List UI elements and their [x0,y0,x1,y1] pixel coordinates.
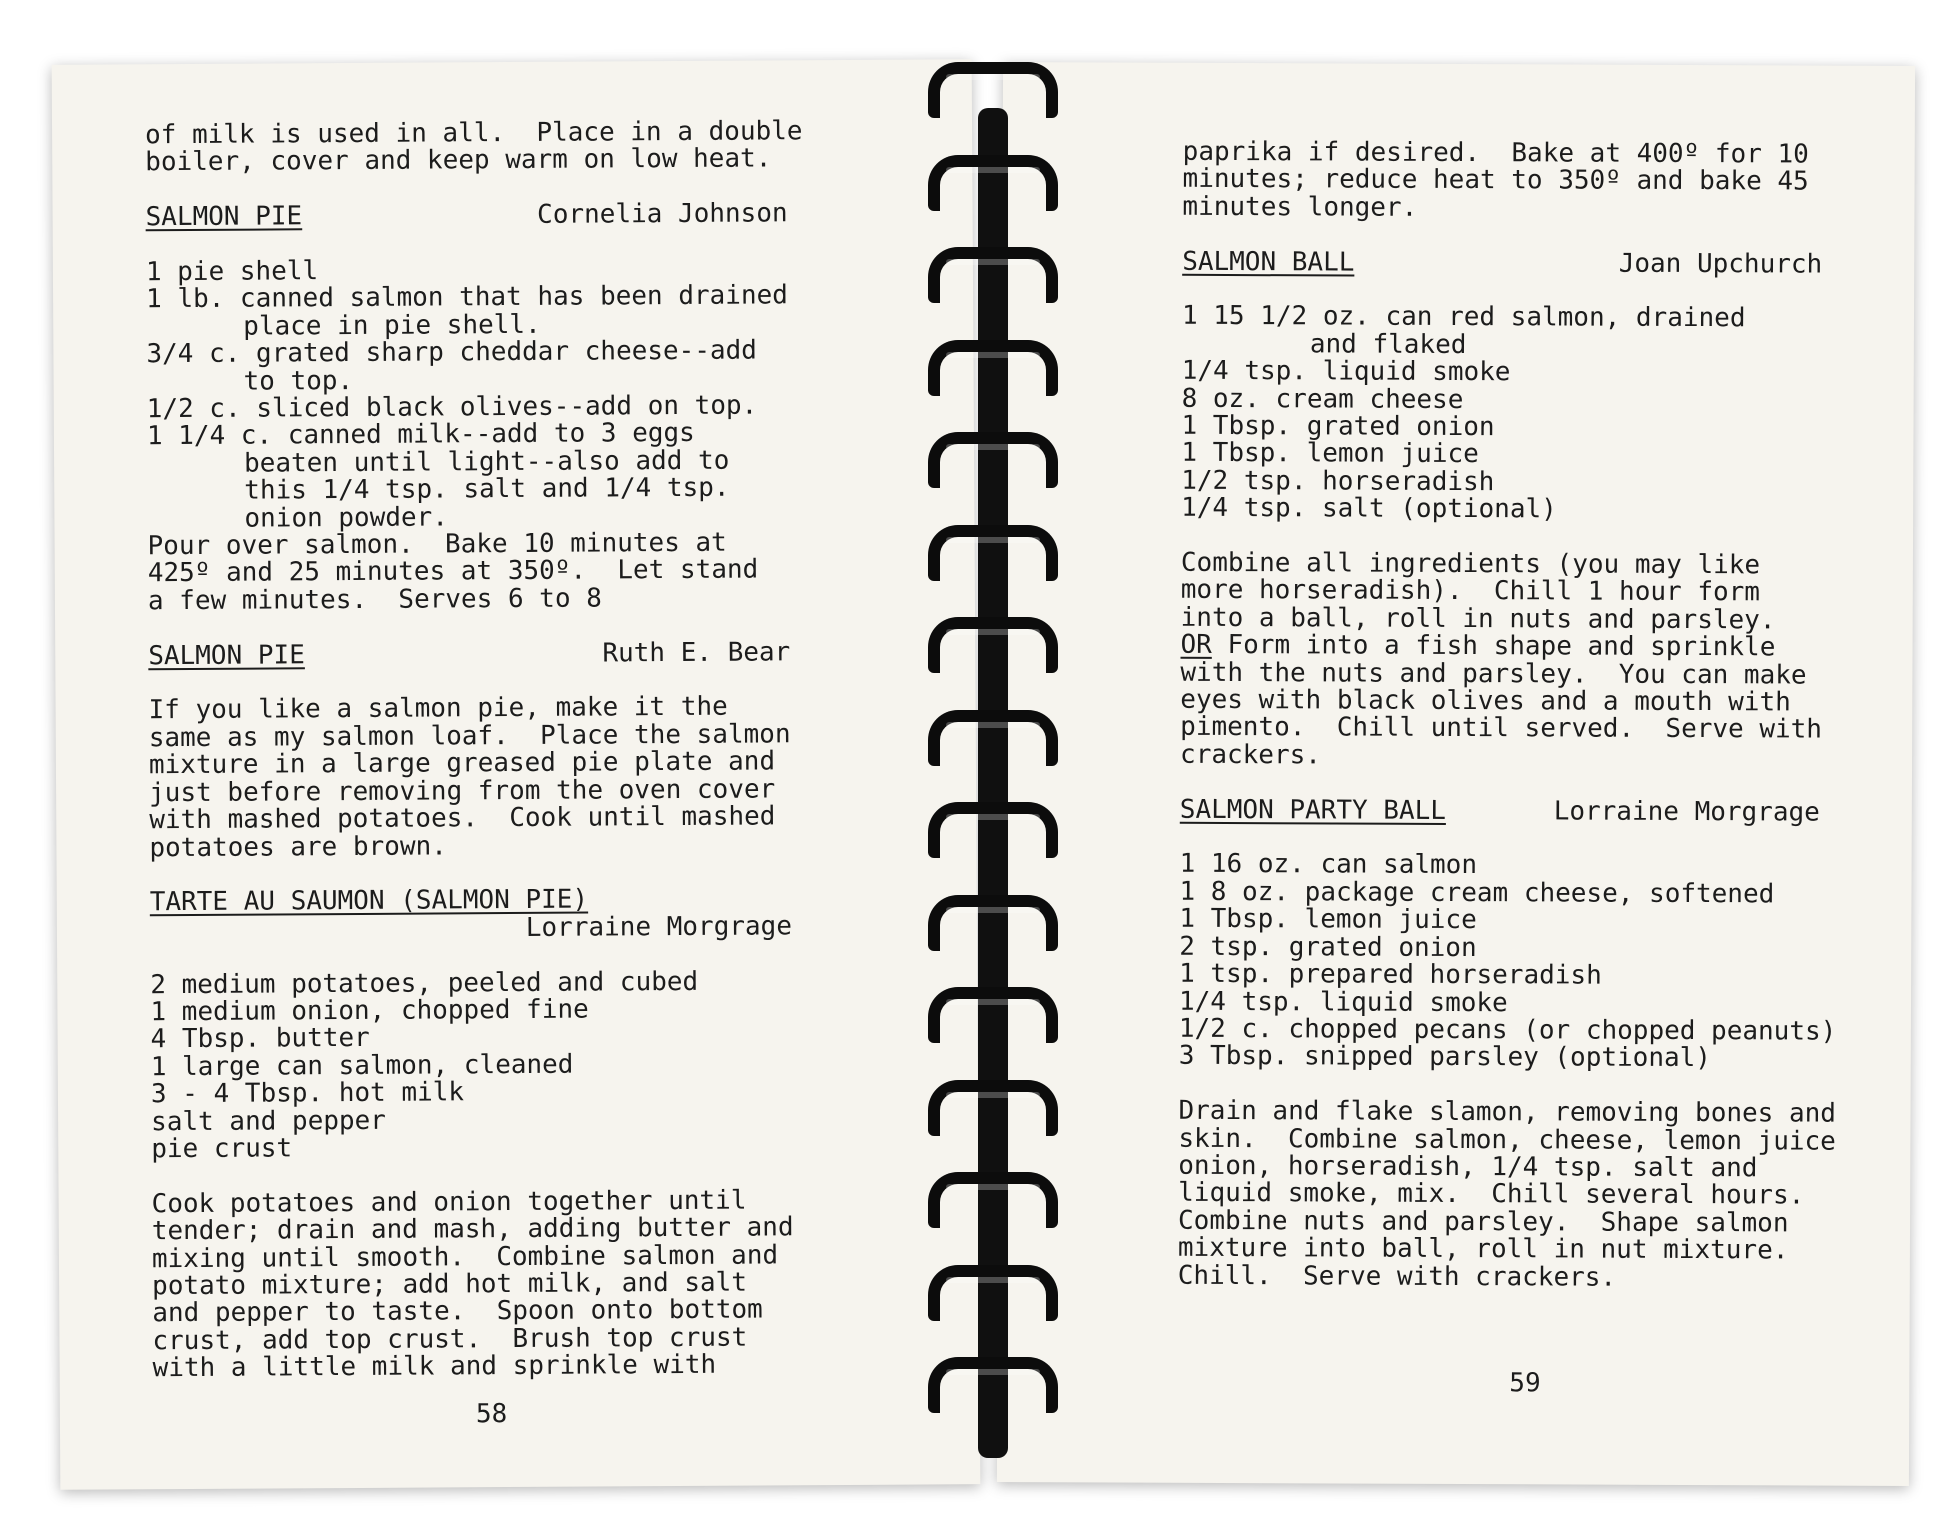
binding-coil [928,247,1058,303]
recipe-author: Ruth E. Bear [602,636,791,669]
recipe-title: SALMON PARTY BALL [1179,794,1447,826]
text-line: 1 Tbsp. grated onion [1181,410,1495,443]
recipe-author: Cornelia Johnson [537,198,788,231]
right-page [997,62,1915,1486]
binding-coil [928,895,1058,951]
text-line-rest: Form into a fish shape and sprinkle [1211,630,1776,663]
text-line: Combine nuts and parsley. Shape salmon [1177,1205,1789,1239]
text-line: 1 pie shell [145,256,319,288]
text-line: with the nuts and parsley. You can make [1180,657,1807,691]
text-line: 1 15 1/2 oz. can red salmon, drained [1181,301,1746,334]
text-line: 1 16 oz. can salmon [1179,849,1478,881]
text-line: salt and pepper [151,1105,387,1137]
binding-coil [928,1357,1058,1413]
text-line: Combine all ingredients (you may like [1180,547,1761,581]
text-line: 2 tsp. grated onion [1179,931,1477,963]
text-line: into a ball, roll in nuts and parsley. [1180,602,1776,636]
recipe-author: Joan Upchurch [1618,248,1823,280]
text-line: and flaked [1309,329,1467,360]
text-line: mixture in a large greased pie plate and [148,746,776,781]
binding-coil [928,987,1058,1043]
recipe-header [148,636,791,671]
text-line: crust, add top crust. Brush top crust [152,1322,748,1356]
binding-coil [928,62,1058,118]
recipe-author: Lorraine Morgrage [1553,796,1820,828]
recipe-title: SALMON PIE [145,201,303,233]
binding-coil [928,1172,1058,1228]
text-line: a few minutes. Serves 6 to 8 [147,583,602,617]
text-line: beaten until light--also add to [244,445,730,479]
text-line: Pour over salmon. Bake 10 minutes at [147,527,727,562]
text-line: onion powder. [244,502,449,534]
left-page-text [145,118,810,1383]
recipe-title: SALMON BALL [1182,246,1355,278]
text-line: 425º and 25 minutes at 350º. Let stand [147,554,759,589]
text-line: skin. Combine salmon, cheese, lemon juice [1178,1123,1836,1157]
binding-coil [928,432,1058,488]
binding-coil [928,617,1058,673]
text-line: same as my salmon loaf. Place the salmon [148,719,791,754]
text-line: 3 Tbsp. snipped parsley (optional) [1178,1041,1712,1074]
text-line: onion, horseradish, 1/4 tsp. salt and [1178,1150,1758,1184]
text-line: 1/4 tsp. liquid smoke [1181,356,1511,388]
text-line: 8 oz. cream cheese [1181,383,1464,415]
text-line: 2 medium potatoes, peeled and cubed [150,966,699,1000]
text-line: paprika if desired. Bake at 400º for 10 [1182,136,1809,170]
text-line: 1 large can salmon, cleaned [150,1049,574,1082]
text-line: 1 1/4 c. canned milk--add to 3 eggs [146,418,695,452]
text-line: with mashed potatoes. Cook until mashed [149,801,776,836]
text-line: tender; drain and mash, adding butter and [151,1212,794,1247]
recipe-title: TARTE AU SAUMON (SALMON PIE) [149,884,589,918]
text-line: 1 Tbsp. lemon juice [1181,438,1479,470]
binding-spine [978,108,1008,1458]
text-line: this 1/4 tsp. salt and 1/4 tsp. [244,472,730,506]
recipe-author: Lorraine Morgrage [525,911,793,943]
text-line: 3 - 4 Tbsp. hot milk [150,1077,465,1110]
binding-coil [928,525,1058,581]
text-line: 4 Tbsp. butter [150,1023,370,1055]
text-line: crackers. [1180,739,1322,771]
text-line: 1 Tbsp. lemon juice [1179,904,1477,936]
text-line: mixing until smooth. Combine salmon and [151,1239,779,1274]
text-line: Chill. Serve with crackers. [1177,1260,1617,1293]
text-line: more horseradish). Chill 1 hour form [1180,575,1761,608]
blank-line [150,940,808,971]
recipe-header [1182,248,1822,278]
binding-coil [928,710,1058,766]
text-line: minutes; reduce heat to 350º and bake 45 [1182,164,1809,197]
binding-coil [928,802,1058,858]
page-number-left: 58 [475,1399,508,1430]
text-line: liquid smoke, mix. Chill several hours. [1178,1178,1805,1211]
text-line: 1/2 c. sliced black olives--add on top. [146,390,758,425]
text-line: pimento. Chill until served. Serve with [1180,712,1823,746]
text-line: 1/4 tsp. salt (optional) [1181,493,1557,525]
text-line: minutes longer. [1182,191,1418,223]
page-number-right: 59 [1509,1368,1541,1399]
text-line: potato mixture; add hot milk, and salt [152,1267,748,1302]
text-line: 1 8 oz. package cream cheese, softened [1179,876,1775,910]
text-line: and pepper to taste. Spoon onto bottom [152,1294,763,1329]
text-line: with a little milk and sprinkle with [152,1349,717,1384]
binding-coil [928,1080,1058,1136]
recipe-header [1180,796,1820,826]
left-page [52,59,981,1490]
text-line: 1/2 tsp. horseradish [1181,465,1495,498]
spiral-binding [920,58,1070,1478]
text-line: to top. [243,365,354,397]
text-line: just before removing from the oven cover [149,774,776,808]
text-line: 3/4 c. grated sharp cheddar cheese--add [146,335,757,370]
text-line: pie crust [151,1133,293,1165]
text-line: eyes with black olives and a mouth with [1180,684,1791,718]
text-line: 1 tsp. prepared horseradish [1179,958,1602,991]
text-line: 1 medium onion, chopped fine [150,994,589,1028]
text-line: If you like a salmon pie, make it the [148,692,728,726]
text-line: 1/2 c. chopped pecans (or chopped peanuts) [1178,1013,1837,1047]
text-line: 1 lb. canned salmon that has been drained [146,280,788,315]
binding-coil [928,340,1058,396]
recipe-header [145,198,788,233]
underlined-word: OR [1180,630,1212,661]
recipe-title: SALMON PIE [148,639,305,671]
binding-coil [928,155,1058,211]
text-line: Cook potatoes and onion together until [151,1185,747,1219]
text-line: place in pie shell. [243,309,541,342]
right-page-text [1177,136,1840,1293]
text-line: mixture into ball, roll in nut mixture. [1177,1232,1789,1266]
text-line: boiler, cover and keep warm on low heat. [145,143,772,178]
blank-line [146,228,804,259]
text-line: 1/4 tsp. liquid smoke [1178,986,1508,1018]
text-line: potatoes are brown. [149,830,447,863]
binding-coil [928,1265,1058,1321]
text-line: of milk is used in all. Place in a double [144,116,803,151]
text-line: Drain and flake slamon, removing bones and [1178,1095,1837,1129]
